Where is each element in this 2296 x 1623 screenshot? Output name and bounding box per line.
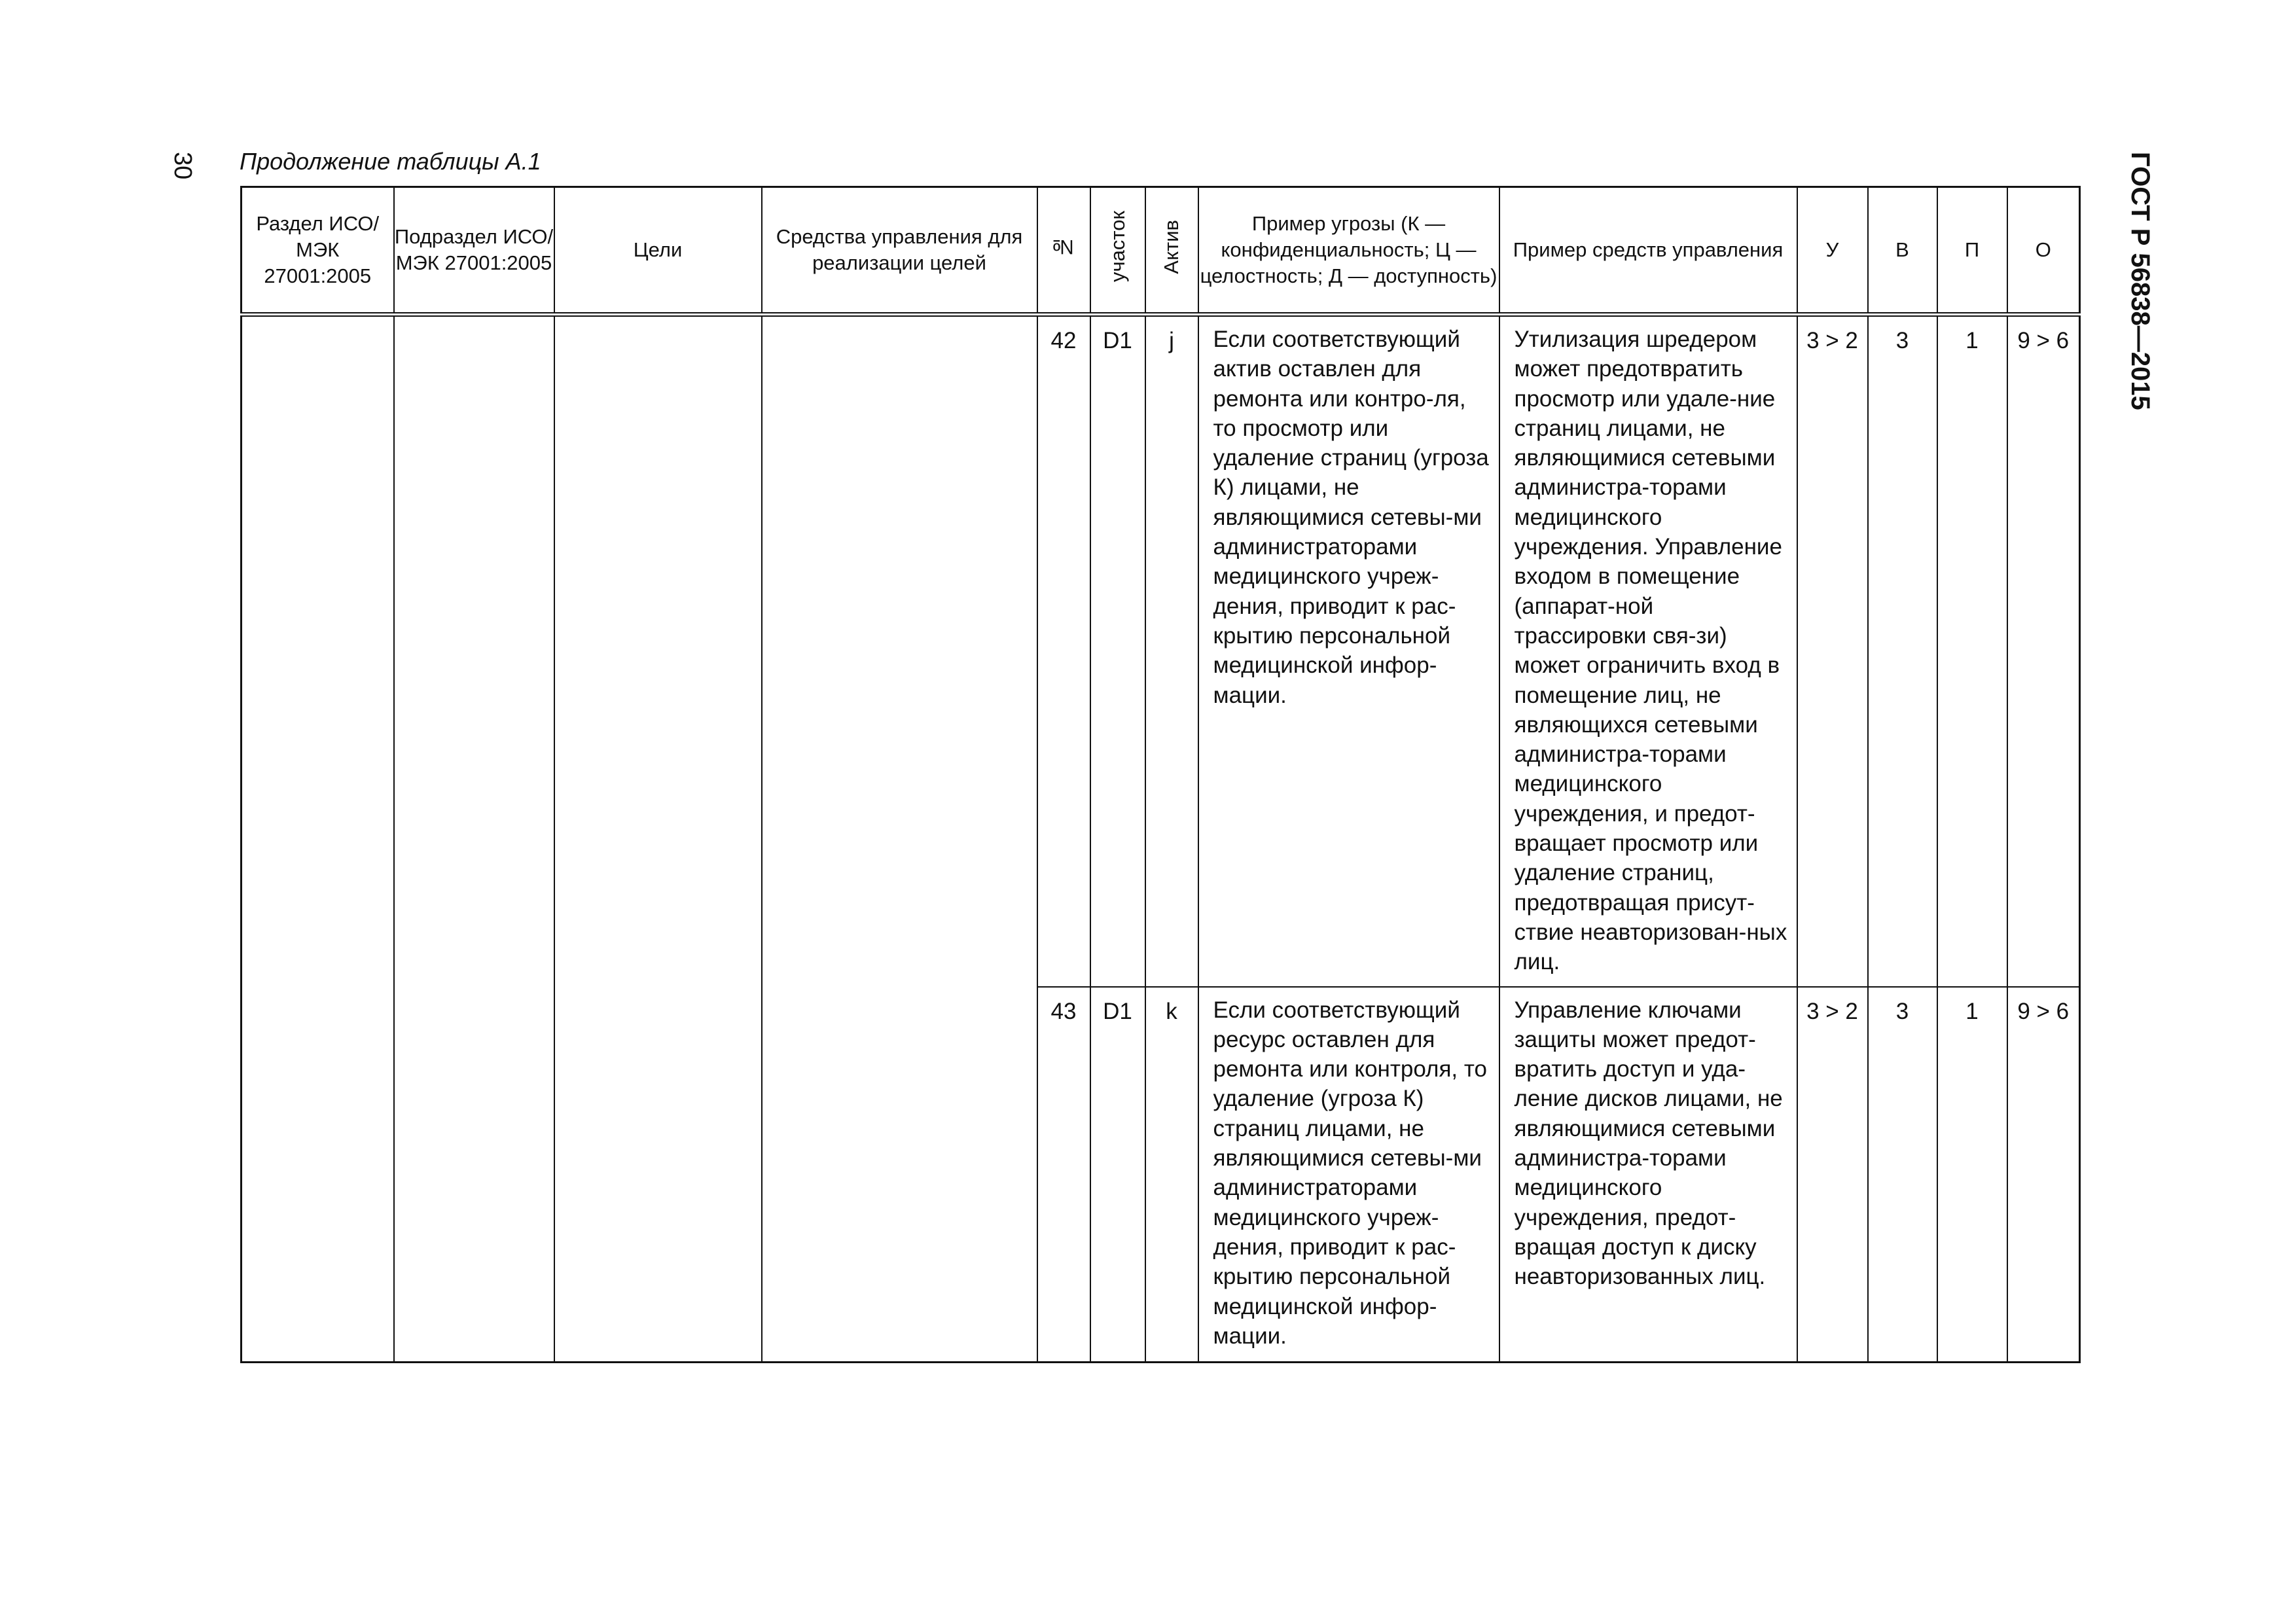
- row-number: 42: [1037, 315, 1090, 987]
- row-number: 43: [1037, 987, 1090, 1363]
- document-id: ГОСТ Р 56838—2015: [2126, 152, 2155, 410]
- row-asset: j: [1145, 315, 1198, 987]
- row-control: Управление ключами защиты может предот-вратить доступ и уда-ление дисков лицами, не являющимися сетевыми администра-торами медицинского учреждения, предот-вращая доступ к диску неавторизованных лиц.: [1499, 987, 1797, 1363]
- row-v: 3: [1868, 315, 1937, 987]
- row-o: 9 > 6: [2007, 987, 2080, 1363]
- page-number: 30: [169, 152, 196, 180]
- row-p: 1: [1937, 315, 2007, 987]
- header-area-cell: [1090, 187, 1145, 315]
- header-o: О: [2007, 187, 2080, 315]
- row-asset: k: [1145, 987, 1198, 1363]
- controls-cell: [762, 315, 1037, 1363]
- goals-cell: [554, 315, 762, 1363]
- row-threat: Если соответствующий актив оставлен для ремонта или контро-ля, то просмотр или удаление страниц (угроза К) лицами, не являющимися сетевы-ми администраторами медицинского учреж-дения, приводит к рас-крытию персональной медицинской инфор-мации.: [1198, 315, 1499, 987]
- table-caption: Продолжение таблицы А.1: [240, 148, 541, 175]
- header-v: В: [1868, 187, 1937, 315]
- row-u: 3 > 2: [1797, 987, 1868, 1363]
- header-controls: Средства управления для реализации целей: [762, 187, 1037, 315]
- header-threat-example: Пример угрозы (К — конфиденциальность; Ц — целостность; Д — доступность): [1198, 187, 1499, 315]
- row-area: D1: [1090, 987, 1145, 1363]
- header-asset-cell: [1145, 187, 1198, 315]
- row-o: 9 > 6: [2007, 315, 2080, 987]
- row-area: D1: [1090, 315, 1145, 987]
- risk-table: [240, 186, 2081, 1363]
- header-control-example: Пример средств управления: [1499, 187, 1797, 315]
- header-goals: Цели: [554, 187, 762, 315]
- row-v: 3: [1868, 987, 1937, 1363]
- header-subsection: Подраздел ИСО/МЭК 27001:2005: [394, 187, 554, 315]
- header-asset: Актив: [1160, 219, 1183, 274]
- row-p: 1: [1937, 987, 2007, 1363]
- header-p: П: [1937, 187, 2007, 315]
- subsection-cell: [394, 315, 554, 1363]
- header-u: У: [1797, 187, 1868, 315]
- table-row: [242, 315, 2080, 987]
- header-area: участок: [1105, 211, 1129, 283]
- row-threat: Если соответствующий ресурс оставлен для ремонта или контроля, то удаление (угроза К) страниц лицами, не являющимися сетевы-ми администраторами медицинского учреж-дения, приводит к рас-крытию персональной медицинской инфор-мации.: [1198, 987, 1499, 1363]
- header-section: Раздел ИСО/МЭК 27001:2005: [242, 187, 394, 315]
- header-number: №: [1052, 235, 1075, 259]
- row-u: 3 > 2: [1797, 315, 1868, 987]
- header-row: [242, 187, 2080, 315]
- header-number-cell: [1037, 187, 1090, 315]
- row-control: Утилизация шредером может предотвратить просмотр или удале-ние страниц лицами, не являющимися сетевыми администра-торами медицинского учреждения. Управление входом в помещение (аппарат-ной трассировки свя-зи) может ограничить вход в помещение лиц, не являющихся сетевыми администра-торами медицинского учреждения, и предот-вращает просмотр или удаление страниц, предотвращая присут-ствие неавторизован-ных лиц.: [1499, 315, 1797, 987]
- section-cell: [242, 315, 394, 1363]
